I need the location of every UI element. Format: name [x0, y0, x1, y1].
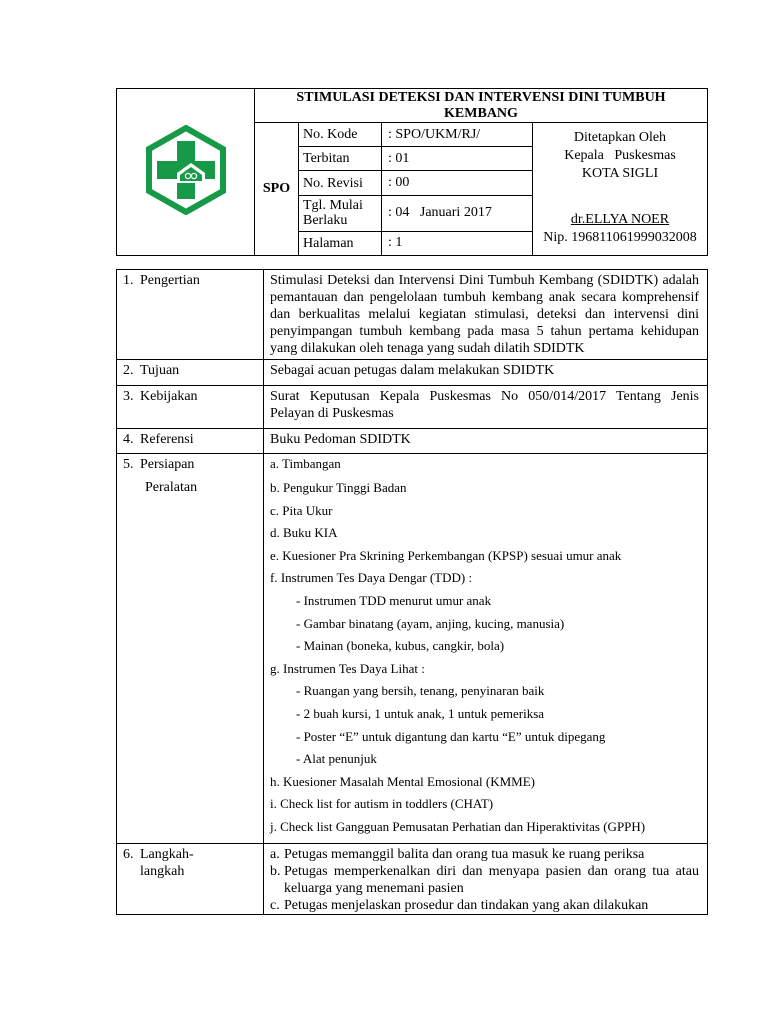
row-kebijakan — [117, 386, 708, 429]
list-item: - Mainan (boneka, kubus, cangkir, bola) — [296, 638, 505, 654]
list-item: - Alat penunjuk — [296, 751, 377, 767]
list-item: - Poster “E” untuk digantung dan kartu “E” untuk dipegang — [296, 728, 606, 744]
logo-cell — [117, 89, 255, 256]
row-persiapan — [117, 454, 708, 844]
list-item: e. Kuesioner Pra Skrining Perkembangan (KPSP) sesuai umur anak — [270, 547, 622, 563]
section-label-referensi: 4. Referensi — [117, 429, 264, 454]
field-value-terbitan: : 01 — [382, 147, 533, 171]
section-label-persiapan: 5. Persiapan Peralatan — [117, 454, 264, 844]
field-value-halaman: : 1 — [382, 231, 533, 255]
approval-line-2: Kepala Puskesmas — [564, 148, 676, 164]
row-langkah — [117, 843, 708, 914]
row-pengertian — [117, 270, 708, 360]
approval-line-1: Ditetapkan Oleh — [573, 130, 667, 146]
approval-name: dr.ELLYA NOER — [570, 212, 670, 228]
field-label-tgl-mulai: Tgl. Mulai Berlaku — [299, 195, 382, 231]
list-item: j. Check list Gangguan Pemusatan Perhatian dan Hiperaktivitas (GPPH) — [270, 818, 646, 834]
steps-list — [264, 843, 708, 914]
list-item: g. Instrumen Tes Daya Lihat : — [270, 660, 425, 676]
list-item: - Gambar binatang (ayam, anjing, kucing, manusia) — [296, 615, 565, 631]
approval-nip: Nip. 196811061999032008 — [543, 230, 697, 246]
document-title: STIMULASI DETEKSI DAN INTERVENSI DINI TUMBUH KEMBANG — [255, 89, 708, 123]
section-text-tujuan: Sebagai acuan petugas dalam melakukan SDIDTK — [264, 360, 708, 386]
step-item: c. Petugas menjelaskan prosedur dan tindakan yang akan dilakukan — [270, 897, 649, 913]
list-item: i. Check list for autism in toddlers (CHAT) — [270, 796, 494, 812]
section-label-tujuan: 2. Tujuan — [117, 360, 264, 386]
approval-block — [533, 123, 708, 256]
equipment-list — [264, 454, 708, 844]
step-item: b. Petugas memperkenalkan diri dan menyapa pasien dan orang tua atau keluarga yang menemani pasien — [270, 863, 699, 896]
puskesmas-logo-icon — [141, 125, 231, 215]
row-referensi — [117, 429, 708, 454]
section-text-pengertian: Stimulasi Deteksi dan Intervensi Dini Tumbuh Kembang (SDIDTK) adalah pemantauan dan pengelolaan tumbuh kembang anak secara komprehensif dan berkualitas melalui kegiatan stimulasi, deteksi dan intervensi dini penyimpangan tumbuh kembang pada masa 5 tahun pertama kehidupan yang dilakukan oleh tenaga yang sudah dilatih SDIDTK — [264, 270, 708, 360]
field-label-terbitan: Terbitan — [299, 147, 382, 171]
list-item: d. Buku KIA — [270, 525, 338, 541]
section-text-kebijakan: Surat Keputusan Kepala Puskesmas No 050/014/2017 Tentang Jenis Pelayan di Puskesmas — [264, 386, 708, 429]
step-item: a. Petugas memanggil balita dan orang tua masuk ke ruang periksa — [270, 846, 645, 862]
spo-label: SPO — [255, 123, 299, 256]
field-label-halaman: Halaman — [299, 231, 382, 255]
section-text-referensi: Buku Pedoman SDIDTK — [264, 429, 708, 454]
field-label-no-revisi: No. Revisi — [299, 171, 382, 195]
list-item: h. Kuesioner Masalah Mental Emosional (KMME) — [270, 773, 536, 789]
header-table — [116, 88, 708, 256]
list-item: a. Timbangan — [270, 456, 341, 471]
section-label-pengertian: 1. Pengertian — [117, 270, 264, 360]
list-item: f. Instrumen Tes Daya Dengar (TDD) : — [270, 570, 473, 586]
field-value-no-kode: : SPO/UKM/RJ/ — [382, 123, 533, 147]
list-item: - Instrumen TDD menurut umur anak — [296, 592, 492, 608]
list-item: b. Pengukur Tinggi Badan — [270, 480, 407, 495]
section-label-langkah: 6. Langkah- langkah — [117, 843, 264, 914]
procedure-table — [116, 269, 708, 915]
field-label-no-kode: No. Kode — [299, 123, 382, 147]
field-value-tgl-mulai: : 04 Januari 2017 — [382, 195, 533, 231]
row-tujuan — [117, 360, 708, 386]
list-item: c. Pita Ukur — [270, 502, 333, 518]
list-item: - 2 buah kursi, 1 untuk anak, 1 untuk pemeriksa — [296, 705, 545, 721]
section-label-kebijakan: 3. Kebijakan — [117, 386, 264, 429]
field-value-no-revisi: : 00 — [382, 171, 533, 195]
list-item: - Ruangan yang bersih, tenang, penyinaran baik — [296, 683, 545, 699]
approval-line-3: KOTA SIGLI — [581, 166, 659, 182]
